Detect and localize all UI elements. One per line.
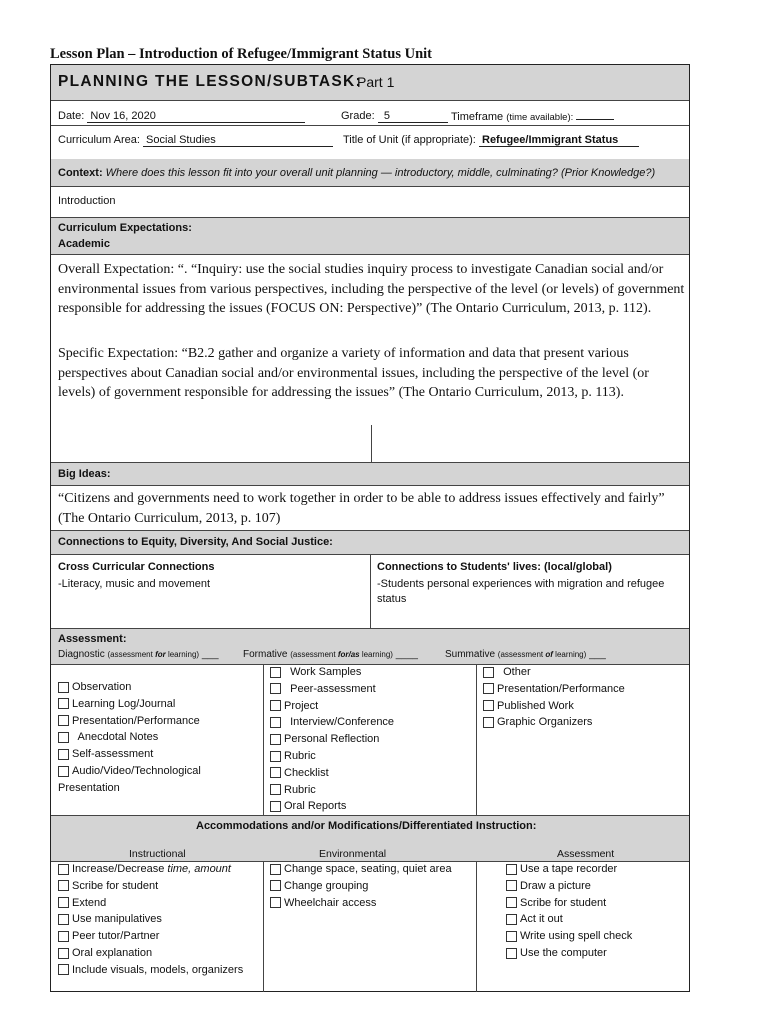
checkbox[interactable] [506,897,517,908]
assessment-option-label: Rubric [284,783,316,796]
checkbox[interactable] [270,683,281,694]
checkbox[interactable] [58,897,69,908]
checkbox[interactable] [270,897,281,908]
accommodations-body [51,862,689,992]
assessment-checklist [51,665,689,816]
instructional-option-item [58,946,152,960]
timeframe-label: Timeframe [451,111,504,123]
date-field[interactable]: Nov 16, 2020 [87,110,305,123]
cross-curricular-text: -Literacy, music and movement [58,578,211,590]
checkbox[interactable] [483,717,494,728]
assessment-option-label: Other [497,666,531,678]
environmental-option-label: Change space, seating, quiet area [284,863,452,875]
document-title: Lesson Plan – Introduction of Refugee/Immigrant Status Unit [50,46,432,62]
checkbox[interactable] [483,700,494,711]
student-lives-heading: Connections to Students' lives: (local/global) [377,561,612,573]
expectations-heading-row [51,218,689,255]
unit-title-label: Title of Unit (if appropriate): [343,134,476,146]
cross-curricular-heading: Cross Curricular Connections [58,561,215,573]
assessment-accommodation-item [506,896,606,910]
assessment-option-label: Observation [72,681,132,693]
checkbox[interactable] [506,914,517,925]
assessment-accommodation-item [506,912,563,926]
assessment-option-label: Personal Reflection [284,733,380,746]
assessment-option-label: Graphic Organizers [497,716,593,729]
assessment-option-label: Self-assessment [72,748,154,761]
assessment-accommodation-label: Use the computer [520,947,607,959]
assessment-option-label: Learning Log/Journal [72,697,176,710]
assessment-option-item [58,714,200,728]
assessment-heading-row: Assessment: Diagnostic (assessment for learning) ___ Formative (assessment for/as learning) ____ Summative (assessment of learning) ___ [51,629,689,665]
checkbox[interactable] [58,732,69,743]
col-header-assessment: Assessment [557,848,615,860]
expectations-body [51,255,689,463]
context-label: Context: [58,167,103,179]
checkbox[interactable] [58,964,69,975]
instructional-option-item [58,879,158,893]
planning-heading: PLANNING THE LESSON/SUBTASK: [58,73,362,90]
assessment-option-item [270,749,316,763]
connections-heading: Connections to Equity, Diversity, And Social Justice: [58,536,333,548]
assessment-option-label: Peer-assessment [284,682,376,695]
checkbox[interactable] [506,880,517,891]
checkbox[interactable] [483,667,494,678]
checkbox[interactable] [270,880,281,891]
assessment-option-item [270,799,346,813]
context-question: Where does this lesson fit into your overall unit planning — introductory, middle, culminating? (Prior Knowledge?) [105,167,656,179]
assessment-option-label: Work Samples [284,666,362,678]
lesson-plan-form [50,64,690,992]
instructional-option-label: Increase/Decrease [72,863,168,875]
grade-field[interactable]: 5 [378,110,448,123]
context-answer: Introduction [58,195,116,207]
checkbox[interactable] [270,767,281,778]
assessment-accommodation-label: Write using spell check [520,930,633,943]
planning-part: Part 1 [357,74,395,90]
instructional-italic-note: time, amount [167,863,231,875]
checkbox[interactable] [270,864,281,875]
date-grade-row [51,101,689,167]
connections-body [51,555,689,629]
assessment-option-item [483,682,625,696]
assessment-option-label: Rubric [284,750,316,762]
checkbox[interactable] [58,766,69,777]
instructional-option-label: Oral explanation [72,947,153,959]
expectations-subheading: Academic [58,238,110,250]
big-ideas-body [51,486,689,531]
assessment-option-item [58,764,201,778]
col-header-environmental: Environmental [319,848,387,860]
instructional-option-label: Extend [72,896,107,909]
assessment-heading: Assessment: [58,633,127,645]
checkbox[interactable] [270,700,281,711]
assessment-option-label: Presentation/Performance [497,682,625,695]
environmental-option-label: Change grouping [284,879,369,892]
environmental-option-item [270,879,368,893]
assessment-accommodation-item [506,929,632,943]
student-lives-text: -Students personal experiences with migration and refugee status [377,578,665,605]
assessment-accommodation-item [506,862,617,876]
checkbox[interactable] [270,734,281,745]
accommodations-heading-row [51,816,689,862]
instructional-option-label: Use manipulatives [72,913,162,926]
checkbox[interactable] [270,801,281,812]
connections-heading-row [51,531,689,555]
assessment-accommodation-label: Scribe for student [520,896,607,909]
big-ideas-heading-row [51,463,689,486]
big-ideas-heading: Big Ideas: [58,468,111,480]
checkbox[interactable] [270,784,281,795]
assessment-option-label: Oral Reports [284,800,347,813]
assessment-option-item [483,665,531,679]
assessment-option-label: Anecdotal Notes [72,731,159,744]
planning-heading-row [51,65,689,101]
timeframe-note: (time available): [506,112,574,123]
assessment-item-label: Presentation [58,782,120,794]
timeframe-field[interactable] [576,109,614,120]
assessment-option-label: Audio/Video/Technological [72,765,201,777]
instructional-option-item [58,862,231,876]
diagnostic-blank[interactable]: ___ [201,649,219,660]
accommodations-heading: Accommodations and/or Modifications/Differentiated Instruction: [196,820,537,832]
checkbox[interactable] [58,914,69,925]
checkbox[interactable] [58,880,69,891]
assessment-option-label: Published Work [497,699,574,712]
instructional-option-label: Scribe for student [72,879,159,892]
curriculum-area-label: Curriculum Area: [58,134,140,146]
summative-blank[interactable]: ___ [589,649,606,660]
checkbox[interactable] [506,931,517,942]
grade-label: Grade: [341,110,375,122]
checkbox[interactable] [58,931,69,942]
assessment-option-item [483,699,574,713]
instructional-option-item [58,896,106,910]
assessment-option-label: Interview/Conference [284,716,395,729]
context-row [51,159,689,187]
checkbox[interactable] [58,682,69,693]
environmental-option-label: Wheelchair access [284,896,377,909]
environmental-option-item [270,896,376,910]
instructional-option-item [58,929,159,943]
diagnostic-label: Diagnostic [58,649,105,660]
instructional-option-label: Peer tutor/Partner [72,930,160,943]
checkbox[interactable] [58,948,69,959]
checkbox[interactable] [58,749,69,760]
assessment-option-item [270,682,376,696]
assessment-option-item [270,766,329,780]
assessment-accommodation-label: Use a tape recorder [520,863,618,875]
assessment-accommodation-item [506,946,607,960]
unit-title-field[interactable]: Refugee/Immigrant Status [479,134,639,147]
assessment-option-item [58,697,175,711]
formative-blank[interactable]: ____ [395,649,418,660]
assessment-option-label: Checklist [284,766,329,779]
specific-expectation: Specific Expectation: “B2.2 gather and organize a variety of information and data that present various perspectives about Canadian social and/or environmental issues, including the perspective of the level (or levels) of government responsible for addressing the issues” (The Ontario Curriculum, 2013, p. 113). [58,346,649,400]
assessment-option-item [270,699,318,713]
checkbox[interactable] [270,751,281,762]
instructional-option-item [58,912,162,926]
overall-expectation: Overall Expectation: “. “Inquiry: use the social studies inquiry process to investigate Canadian social and/or environmental issues from various perspectives, including the perspective of the level (or levels) of government responsible for addressing the issues (FOCUS ON: Perspective)” (The Ontario Curriculum, 2013, p. 112). [58,262,685,316]
assessment-option-item [58,730,158,744]
checkbox[interactable] [58,864,69,875]
assessment-option-item [270,665,361,679]
assessment-option-item [58,680,131,694]
date-label: Date: [58,110,85,122]
checkbox[interactable] [506,864,517,875]
assessment-option-label: Presentation/Performance [72,714,200,727]
assessment-option-label: Project [284,699,319,712]
checkbox[interactable] [58,715,69,726]
summative-label: Summative [445,649,496,660]
assessment-accommodation-item [506,879,591,893]
checkbox[interactable] [270,667,281,678]
col-header-instructional: Instructional [129,848,186,860]
assessment-option-item [270,715,394,729]
assessment-accommodation-label: Act it out [520,913,563,926]
assessment-option-item [58,747,153,761]
formative-label: Formative [243,649,288,660]
checkbox[interactable] [270,717,281,728]
assessment-option-item [270,783,316,797]
instructional-option-item [58,963,243,977]
checkbox[interactable] [506,948,517,959]
curriculum-area-field[interactable]: Social Studies [143,134,333,147]
big-ideas-text: “Citizens and governments need to work together in order to be able to address issues effectively and fairly” (The Ontario Curriculum, 2013, p. 107) [58,491,665,526]
environmental-option-item [270,862,452,876]
checkbox[interactable] [58,698,69,709]
expectations-heading: Curriculum Expectations: [58,222,192,234]
instructional-option-label: Include visuals, models, organizers [72,963,244,976]
assessment-accommodation-label: Draw a picture [520,879,591,892]
assessment-option-item [483,715,592,729]
assessment-option-item [270,732,379,746]
checkbox[interactable] [483,683,494,694]
context-answer-row [51,187,689,218]
